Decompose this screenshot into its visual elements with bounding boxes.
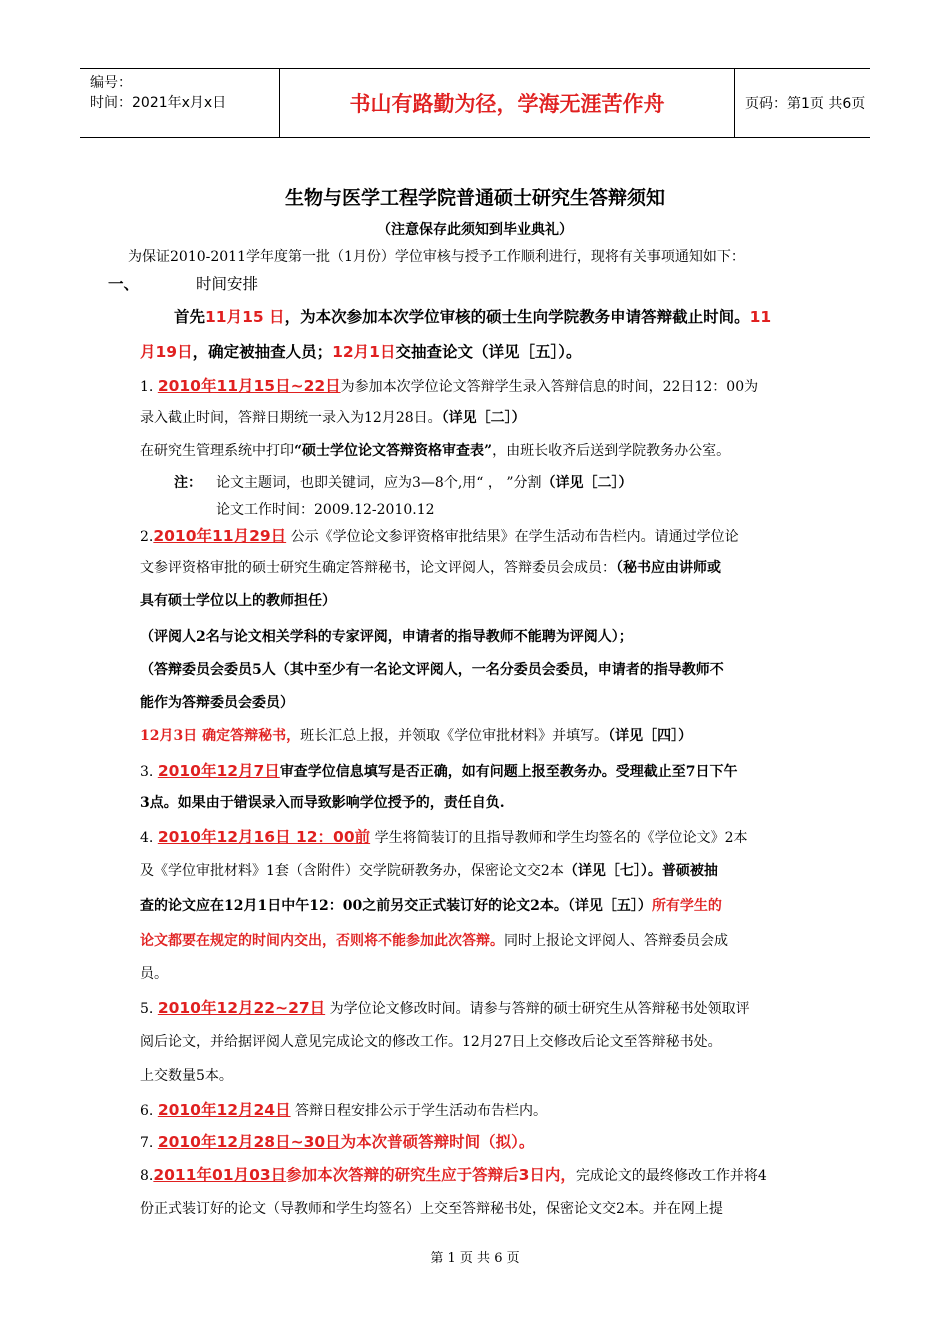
item4-line2: 及《学位审批材料》1套（含附件）交学院研教务办，保密论文交2本（详见［七］）。普硕被抽 <box>140 863 718 879</box>
item4-line4: 论文都要在规定的时间内交出，否则将不能参加此次答辩。同时上报论文评阅人、答辩委员会成 <box>140 933 728 949</box>
item7-line1: 7. 2010年12月28日~30日为本次普硕答辩时间（拟）。 <box>140 1133 535 1151</box>
item1-line1: 1. 2010年11月15日~22日为参加本次学位论文答辩学生录入答辩信息的时间，22日12：00为 <box>140 377 759 395</box>
header-number: 编号： <box>90 75 132 91</box>
note-line2: 论文工作时间：2009.12-2010.12 <box>216 502 435 518</box>
item2-line5: （答辩委员会委员5人（其中至少有一名论文评阅人，一名分委员会委员，申请者的指导教师不 <box>140 662 724 678</box>
note-line1: 论文主题词，也即关键词，应为3—8个,用“ ， ”分割（详见［二］） <box>216 475 633 491</box>
item2-line4: （评阅人2名与论文相关学科的专家评阅，申请者的指导教师不能聘为评阅人）； <box>140 629 633 645</box>
item5-line1: 5. 2010年12月22~27日 为学位论文修改时间。请参与答辩的硕士研究生从答辩秘书处领取评 <box>140 999 750 1017</box>
item2-line3: 具有硕士学位以上的教师担任） <box>140 593 336 609</box>
item2-line1: 2.2010年11月29日 公示《学位论文参评资格审批结果》在学生活动布告栏内。请通过学位论 <box>140 527 739 545</box>
item8-line2: 份正式装订好的论文（导教师和学生均签名）上交至答辩秘书处，保密论文交2本。并在网上提 <box>140 1201 723 1217</box>
item2-line7: 12月3日 确定答辩秘书，班长汇总上报，并领取《学位审批材料》并填写。（详见［四］） <box>140 728 693 744</box>
para0-line2: 月19日，确定被抽查人员；12月1日交抽查论文（详见［五］）。 <box>140 343 582 361</box>
note-label: 注： <box>174 475 202 491</box>
item3-line2: 3点。如果由于错误录入而导致影响学位授予的，责任自负. <box>140 795 505 811</box>
header-page: 页码：第1页 共6页 <box>745 96 866 112</box>
header-time: 时间：2021年x月x日 <box>90 95 227 111</box>
document-subtitle: （注意保存此须知到毕业典礼） <box>377 222 573 238</box>
section-title: 时间安排 <box>196 275 259 293</box>
item4-line3: 查的论文应在12月1日中午12：00之前另交正式装订好的论文2本。（详见［五］）所有学生的 <box>140 898 722 914</box>
header-motto: 书山有路勤为径，学海无涯苦作舟 <box>280 69 735 137</box>
item2-line6: 能作为答辩委员会委员） <box>140 695 294 711</box>
page-header <box>80 68 870 138</box>
item4-line1: 4. 2010年12月16日 12：00前 学生将简装订的且指导教师和学生均签名的《学位论文》2本 <box>140 828 748 846</box>
item1-line3: 在研究生管理系统中打印“硕士学位论文答辩资格审查表”，由班长收齐后送到学院教务办公室。 <box>140 443 731 459</box>
item3-line1: 3. 2010年12月7日审查学位信息填写是否正确，如有问题上报至教务办。受理截止至7日下午 <box>140 762 738 780</box>
page-footer: 第 1 页 共 6 页 <box>430 1251 520 1266</box>
intro-paragraph: 为保证2010-2011学年度第一批（1月份）学位审核与授予工作顺利进行，现将有关事项通知如下： <box>128 249 745 265</box>
document-title: 生物与医学工程学院普通硕士研究生答辩须知 <box>284 187 665 209</box>
section-number: 一、 <box>108 275 140 293</box>
item1-line2: 录入截止时间，答辩日期统一录入为12月28日。（详见［二］） <box>140 410 526 426</box>
item5-line3: 上交数量5本。 <box>140 1068 233 1084</box>
item4-line5: 员。 <box>140 966 168 982</box>
item2-line2: 文参评资格审批的硕士研究生确定答辩秘书，论文评阅人，答辩委员会成员：（秘书应由讲师或 <box>140 560 721 576</box>
item5-line2: 阅后论文，并给据评阅人意见完成论文的修改工作。12月27日上交修改后论文至答辩秘书处。 <box>140 1034 722 1050</box>
para0-line1: 首先11月15 日，为本次参加本次学位审核的硕士生向学院教务申请答辩截止时间。11 <box>174 308 772 326</box>
header-meta <box>80 69 280 137</box>
item8-line1: 8.2011年01月03日参加本次答辩的研究生应于答辩后3日内，完成论文的最终修改工作并将4 <box>140 1166 767 1184</box>
item6-line1: 6. 2010年12月24日 答辩日程安排公示于学生活动布告栏内。 <box>140 1101 548 1119</box>
